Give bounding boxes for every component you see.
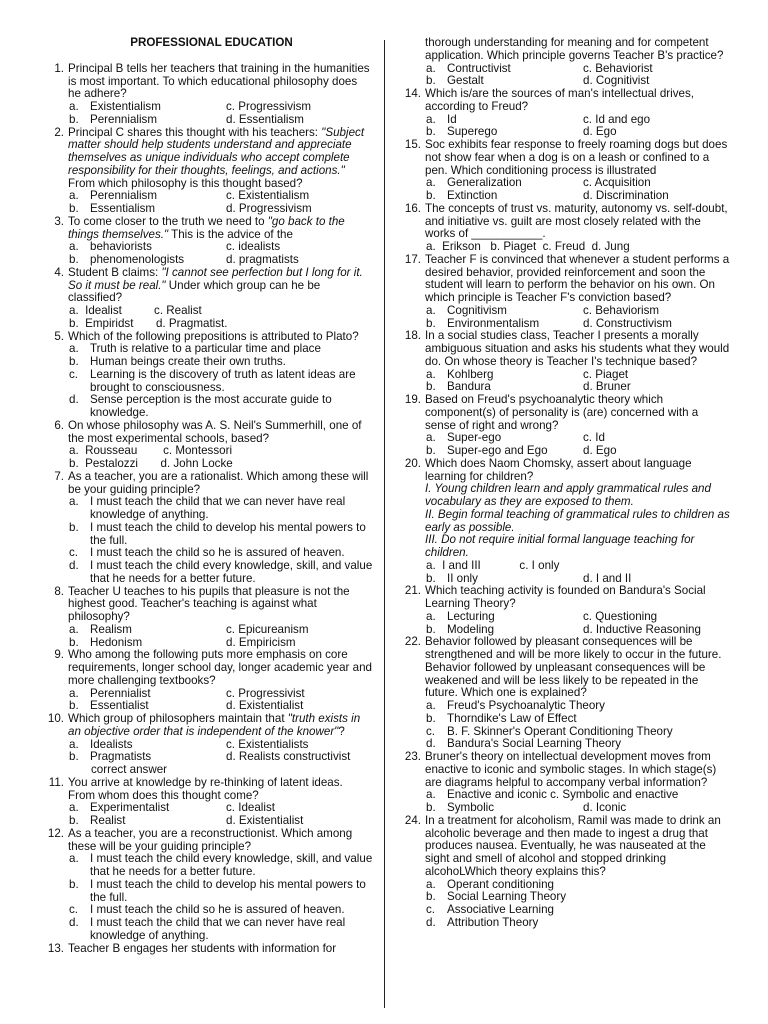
answer-options: [425, 114, 732, 140]
answer-option: c. Learning is the discovery of truth as latent ideas are brought to consciousness.: [69, 367, 356, 394]
question-number: 20.: [404, 456, 421, 470]
answer-option: d. I must teach the child every knowledge, skill, and value that he needs for a better future.: [69, 559, 373, 585]
question-stem: Who among the following puts more emphasis on core requirements, longer school day, longer academic year and more challenging textbooks?: [68, 648, 372, 687]
option-letter: b.: [69, 635, 79, 649]
question-number: 2.: [54, 125, 64, 139]
question-stem: Bruner's theory on intellectual development moves from enactive to iconic and symbolic stages. In which stage(s) are diagrams helpful to accompany verbal information?: [425, 750, 717, 789]
answer-option: a. Id: [426, 112, 457, 126]
option-letter: b.: [69, 253, 79, 266]
option-letter: a.: [426, 609, 436, 623]
answer-options: [68, 739, 373, 765]
question-item: [397, 394, 732, 458]
question-number: 6.: [54, 418, 64, 432]
option-letter: c.: [426, 724, 436, 738]
answer-option: c. idealists: [226, 240, 281, 254]
option-letter: b.: [426, 622, 436, 636]
question-stem: Behavior followed by pleasant consequences will be strengthened and will be more likely to occur in the future. Behavior followed by unpleasant consequences will be weakened and will be less likely to be repeated in the future. Which one is explained?: [425, 635, 722, 700]
option-letter: a.: [69, 495, 79, 509]
option-letter: b.: [69, 750, 79, 764]
annotation-note: correct answer: [91, 763, 168, 776]
answer-options: [68, 241, 373, 267]
answer-option: d. Ego: [583, 125, 617, 139]
option-letter: c.: [426, 903, 436, 916]
question-stem: You arrive at knowledge by re-thinking of latent ideas. From whom does this thought come?: [68, 775, 343, 802]
question-number: 22.: [404, 635, 421, 649]
answer-option: a. Kohlberg: [426, 367, 494, 381]
answer-option: b. Extinction: [426, 189, 498, 202]
option-letter: b.: [426, 74, 436, 88]
answer-options: [425, 177, 732, 203]
answer-options-line: a. Rousseau c. Montessori: [69, 444, 233, 458]
italic-quote: "I cannot see perfection but I long for it. So it must be real.": [68, 265, 363, 292]
answer-option: a. Freud's Psychoanalytic Theory: [426, 699, 605, 712]
answer-option: a. Existentialism: [69, 100, 161, 113]
question-item: [397, 585, 732, 636]
question-item: [397, 330, 732, 394]
answer-option: a. Super-ego: [426, 431, 502, 445]
question-stem: Which does Naom Chomsky, assert about language learning for children?: [425, 456, 692, 483]
answer-option: b. II only: [426, 571, 478, 585]
answer-options-line: a. I and III c. I only: [426, 558, 560, 572]
question-stem: Teacher F is convinced that whenever a student performs a desired behavior, provided reinforcement and soon the student will learn to perform the behavior on his own. On which principle is Teacher F's conviction based?: [425, 252, 730, 304]
answer-option: d. Cognitivist: [583, 74, 650, 88]
question-item: [40, 777, 373, 828]
question-stem: Principal C shares this thought with his teachers: "Subject matter should help students understand and appreciate themselves as unique individuals who accept complete responsibility for their thoughts, feelings, and actions." From which philosophy is this thought based?: [68, 125, 365, 190]
answer-option: a. Enactive and iconic c. Symbolic and enactive: [426, 788, 679, 802]
option-letter: b.: [426, 571, 436, 585]
answer-option: a. Perennialism: [69, 189, 158, 203]
question-item: [397, 751, 732, 815]
answer-option: b. Realist: [69, 814, 126, 827]
answer-option: c. Acquisition: [583, 176, 651, 190]
answer-option: b. Symbolic: [426, 801, 495, 814]
question-number: 18.: [404, 329, 421, 343]
answer-options: [425, 432, 732, 458]
option-letter: c.: [69, 903, 79, 917]
question-number: 11.: [48, 775, 64, 789]
question-number: 7.: [54, 469, 64, 483]
question-number: 1.: [54, 61, 64, 75]
question-stem: As a teacher, you are a reconstructionist. Which among these will be your guiding principle?: [68, 826, 353, 853]
question-stem: Principal B tells her teachers that training in the humanities is most important. To which educational philosophy does he adhere?: [68, 61, 370, 101]
question-item: [397, 88, 732, 139]
italic-quote: "truth exists in an objective order that is independent of the knower": [68, 712, 361, 738]
option-letter: a.: [69, 189, 79, 203]
answer-option: d. Essentialism: [226, 112, 304, 126]
answer-option: c. Idealist: [226, 801, 275, 815]
statement-text: I. Young children learn and apply grammatical rules and vocabulary as they are exposed to them.: [425, 482, 711, 508]
answer-option: a. I must teach the child that we can never have real knowledge of anything.: [69, 495, 346, 521]
option-letter: a.: [69, 852, 79, 866]
question-stem: In a social studies class, Teacher I presents a morally ambiguous situation and asks his students what they would do. On whose theory is Teacher I's technique based?: [425, 329, 730, 368]
italic-quote: "Subject matter should help students understand and appreciate themselves as unique individuals who accept complete responsibility for their thoughts, feelings, and actions.": [68, 125, 365, 177]
statement-line: [425, 534, 732, 560]
answer-option: c. Id: [583, 431, 605, 445]
question-number: 21.: [404, 584, 421, 598]
option-letter: a.: [69, 622, 79, 636]
answer-options: [425, 63, 732, 89]
answer-option: d. Existentialist: [226, 699, 304, 713]
option-letter: c.: [69, 367, 79, 381]
answer-option: a. behaviorists: [69, 240, 152, 254]
question-stem: thorough understanding for meaning and for competent application. Which principle governs Teacher B's practice?: [425, 36, 724, 62]
answer-option: b. Gestalt: [426, 74, 484, 88]
question-item: [40, 420, 373, 471]
question-stem: In a treatment for alcoholism, Ramil was made to drink an alcoholic beverage and then made to ingest a drug that produces nausea. Eventually, he was nauseated at the sight and smell of alcohol and stopped drinking alcohoLWhich theory explains this?: [425, 813, 721, 878]
option-letter: a.: [426, 367, 436, 381]
option-letter: b.: [69, 877, 79, 891]
page-title: PROFESSIONAL EDUCATION: [130, 36, 293, 49]
answer-options: [68, 101, 373, 127]
option-letter: b.: [426, 189, 436, 202]
answer-options: [425, 611, 732, 637]
option-letter: a.: [69, 100, 79, 113]
question-item: [397, 254, 732, 331]
answer-option: a. Operant conditioning: [426, 877, 554, 891]
answer-option: a. Lecturing: [426, 609, 495, 623]
question-item: [40, 471, 373, 586]
answer-option: b. I must teach the child to develop his mental powers to the full.: [69, 520, 366, 547]
answer-option: d. Inductive Reasoning: [583, 622, 701, 636]
answer-option: d. Empiricism: [226, 635, 296, 649]
answer-option: b. Bandura: [426, 380, 491, 394]
question-item: [40, 713, 373, 777]
answer-option: b. I must teach the child to develop his mental powers to the full.: [69, 877, 366, 904]
question-number: 4.: [54, 265, 64, 279]
statement-line: [425, 509, 732, 535]
answer-option: b. Super-ego and Ego: [426, 444, 548, 457]
option-letter: a.: [426, 303, 436, 317]
question-stem: To come closer to the truth we need to "go back to the things themselves." This is the advice of the: [68, 214, 345, 241]
statement-text: II. Begin formal teaching of grammatical rules to children as early as possible.: [425, 507, 730, 534]
question-item: [397, 458, 732, 586]
answer-option: c. Epicureanism: [226, 622, 309, 636]
answer-option: a. Generalization: [426, 176, 522, 190]
answer-option: d. I and II: [583, 571, 632, 585]
answer-option: d. I must teach the child that we can never have real knowledge of anything.: [69, 916, 346, 942]
answer-option: b. Environmentalism: [426, 316, 540, 330]
answer-options-line: a. Idealist c. Realist: [69, 304, 202, 317]
question-stem: Teacher U teaches to his pupils that pleasure is not the highest good. Teacher's teaching is against what philosophy?: [68, 584, 350, 623]
answer-option: d. Bruner: [583, 380, 631, 394]
question-number: 16.: [404, 201, 421, 215]
answer-option: b. Superego: [426, 125, 498, 139]
question-number: 14.: [404, 87, 421, 100]
question-item: [40, 649, 373, 713]
question-item: [40, 586, 373, 650]
answer-options: [425, 789, 732, 815]
answer-option: c. Existentialists: [226, 737, 309, 751]
question-item: [397, 636, 732, 751]
answer-option: a. I must teach the child every knowledge, skill, and value that he needs for a better future.: [69, 852, 373, 878]
question-stem: Which of the following prepositions is attributed to Plato?: [68, 329, 359, 343]
option-letter: d.: [426, 737, 436, 751]
option-letter: d.: [69, 559, 79, 572]
question-number: 23.: [404, 750, 421, 763]
question-item: [397, 139, 732, 203]
answer-option: d. Iconic: [583, 801, 627, 814]
question-item: [40, 828, 373, 943]
question-item: [40, 127, 373, 216]
answer-options-line: b. Empiridst d. Pragmatist.: [69, 316, 228, 330]
question-stem: Student B claims: "I cannot see perfection but I long for it. So it must be real." Under which group can he be classified?: [68, 265, 363, 305]
option-letter: b.: [69, 520, 79, 534]
answer-options-line: b. Pestalozzi d. John Locke: [69, 457, 233, 470]
option-letter: b.: [69, 112, 79, 126]
answer-option: d. pragmatists: [226, 253, 299, 266]
answer-option: a. Cognitivism: [426, 303, 507, 317]
question-number: 3.: [54, 214, 64, 228]
answer-option: b. Hedonism: [69, 635, 143, 649]
option-letter: d.: [69, 393, 79, 407]
answer-option: b. Thorndike's Law of Effect: [426, 711, 577, 725]
answer-option: b. Modeling: [426, 622, 495, 636]
answer-option: b. phenomenologists: [69, 253, 185, 266]
question-stem: Soc exhibits fear response to freely roaming dogs but does not show fear when a dog is on a leash or confined to a pen. Which conditioning process is illustrated: [425, 138, 728, 177]
answer-options: [68, 624, 373, 650]
answer-options: [68, 688, 373, 714]
question-item: [397, 37, 732, 88]
question-item: [40, 216, 373, 267]
question-stem: Which is/are the sources of man's intellectual drives, according to Freud?: [425, 87, 694, 113]
option-letter: b.: [69, 202, 79, 215]
question-number: 10.: [47, 712, 64, 725]
option-letter: a.: [69, 342, 79, 356]
option-letter: a.: [426, 112, 436, 126]
answer-option: c. Behaviorism: [583, 303, 660, 317]
option-letter: a.: [69, 737, 79, 751]
option-letter: a.: [426, 877, 436, 891]
option-letter: a.: [69, 686, 79, 700]
question-item: [397, 815, 732, 930]
answer-option: b. Essentialist: [69, 699, 149, 713]
answer-option: b. Perennialism: [69, 112, 158, 126]
option-letter: d.: [426, 915, 436, 929]
answer-option: b. Essentialism: [69, 202, 156, 215]
answer-option: d. Progressivism: [226, 202, 312, 215]
option-letter: b.: [426, 316, 436, 330]
answer-options: [425, 305, 732, 331]
question-number: 13.: [47, 941, 64, 955]
statement-line: [425, 483, 732, 509]
question-number: 17.: [404, 252, 421, 266]
answer-option: d. Attribution Theory: [426, 915, 539, 929]
question-stem: The concepts of trust vs. maturity, autonomy vs. self-doubt, and initiative vs. guilt are most closely related with the works of ___________.: [425, 201, 728, 241]
option-letter: c.: [69, 546, 79, 560]
answer-options: [68, 802, 373, 828]
question-stem: Based on Freud's psychoanalytic theory which component(s) of personality is (are) concerned with a sense of right and wrong?: [425, 393, 699, 432]
option-letter: b.: [426, 380, 436, 394]
answer-option: c. I must teach the child so he is assured of heaven.: [69, 903, 345, 917]
question-stem: Teacher B engages her students with information for: [68, 941, 337, 955]
question-item: [40, 63, 373, 127]
option-letter: a.: [426, 699, 436, 712]
option-letter: b.: [69, 355, 79, 368]
question-number: 12.: [47, 826, 64, 840]
answer-option: b. Social Learning Theory: [426, 890, 567, 904]
question-number: 15.: [404, 138, 421, 151]
option-letter: a.: [426, 176, 436, 190]
option-letter: b.: [426, 890, 436, 904]
answer-options-line: a. Erikson b. Piaget c. Freud d. Jung: [426, 240, 630, 253]
answer-option: c. Behaviorist: [583, 61, 653, 75]
answer-option: a. Contructivist: [426, 61, 511, 75]
answer-option: c. Associative Learning: [426, 903, 554, 916]
option-letter: b.: [69, 699, 79, 713]
italic-quote: "go back to the things themselves.": [68, 214, 345, 241]
question-number: 19.: [404, 393, 421, 406]
question-item: [397, 203, 732, 254]
option-letter: a.: [426, 61, 436, 75]
answer-options: [68, 190, 373, 216]
question-number: 8.: [54, 584, 64, 598]
option-letter: a.: [69, 801, 79, 815]
answer-option: a. Experimentalist: [69, 801, 170, 815]
question-stem: As a teacher, you are a rationalist. Which among these will be your guiding principle?: [68, 469, 369, 496]
answer-option: a. Perennialist: [69, 686, 151, 700]
answer-option: c. B. F. Skinner's Operant Conditioning Theory: [426, 724, 673, 738]
answer-option: c. Existentialism: [226, 189, 310, 203]
question-number: 24.: [404, 813, 421, 827]
answer-option: c. Piaget: [583, 367, 629, 381]
option-letter: b.: [426, 801, 436, 814]
question-number: 5.: [54, 329, 64, 343]
answer-option: d. Existentialist: [226, 814, 304, 827]
answer-option: a. Truth is relative to a particular time and place: [69, 342, 321, 356]
question-item: [40, 267, 373, 331]
option-letter: a.: [426, 788, 436, 802]
option-letter: a.: [69, 240, 79, 254]
left-column: [40, 37, 373, 955]
answer-option: a. Realism: [69, 622, 132, 636]
answer-option: d. Ego: [583, 444, 617, 457]
question-item: [40, 943, 373, 956]
answer-option: b. Human beings create their own truths.: [69, 355, 286, 368]
answer-option: b. Pragmatists: [69, 750, 152, 764]
answer-option: d. Bandura's Social Learning Theory: [426, 737, 622, 751]
answer-option: c. Progressivism: [226, 100, 312, 113]
answer-option: d. Sense perception is the most accurate guide to knowledge.: [69, 393, 332, 419]
column-divider: [384, 40, 385, 1008]
option-letter: b.: [426, 711, 436, 725]
answer-options: [425, 369, 732, 395]
option-letter: b.: [426, 444, 436, 457]
option-letter: a.: [426, 431, 436, 445]
option-letter: b.: [69, 814, 79, 827]
statement-text: III. Do not require initial formal language teaching for children.: [425, 533, 695, 559]
answer-option: d. Discrimination: [583, 189, 669, 202]
question-stem: Which teaching activity is founded on Bandura's Social Learning Theory?: [425, 584, 706, 610]
question-stem: Which group of philosophers maintain that "truth exists in an objective order that is independent of the knower"?: [68, 712, 361, 738]
option-letter: d.: [69, 916, 79, 929]
answer-option: d. Realists constructivist: [226, 750, 351, 764]
answer-option: c. Questioning: [583, 609, 658, 623]
answer-option: a. Idealists: [69, 737, 133, 751]
question-stem: On whose philosophy was A. S. Neil's Summerhill, one of the most experimental schools, based?: [68, 418, 362, 445]
question-number: 9.: [54, 648, 64, 662]
option-letter: b.: [426, 125, 436, 139]
answer-option: c. Id and ego: [583, 112, 651, 126]
answer-option: c. I must teach the child so he is assured of heaven.: [69, 546, 345, 560]
answer-option: c. Progressivist: [226, 686, 305, 700]
question-item: [40, 331, 373, 420]
right-column: [397, 37, 732, 930]
answer-option: d. Constructivism: [583, 316, 672, 330]
